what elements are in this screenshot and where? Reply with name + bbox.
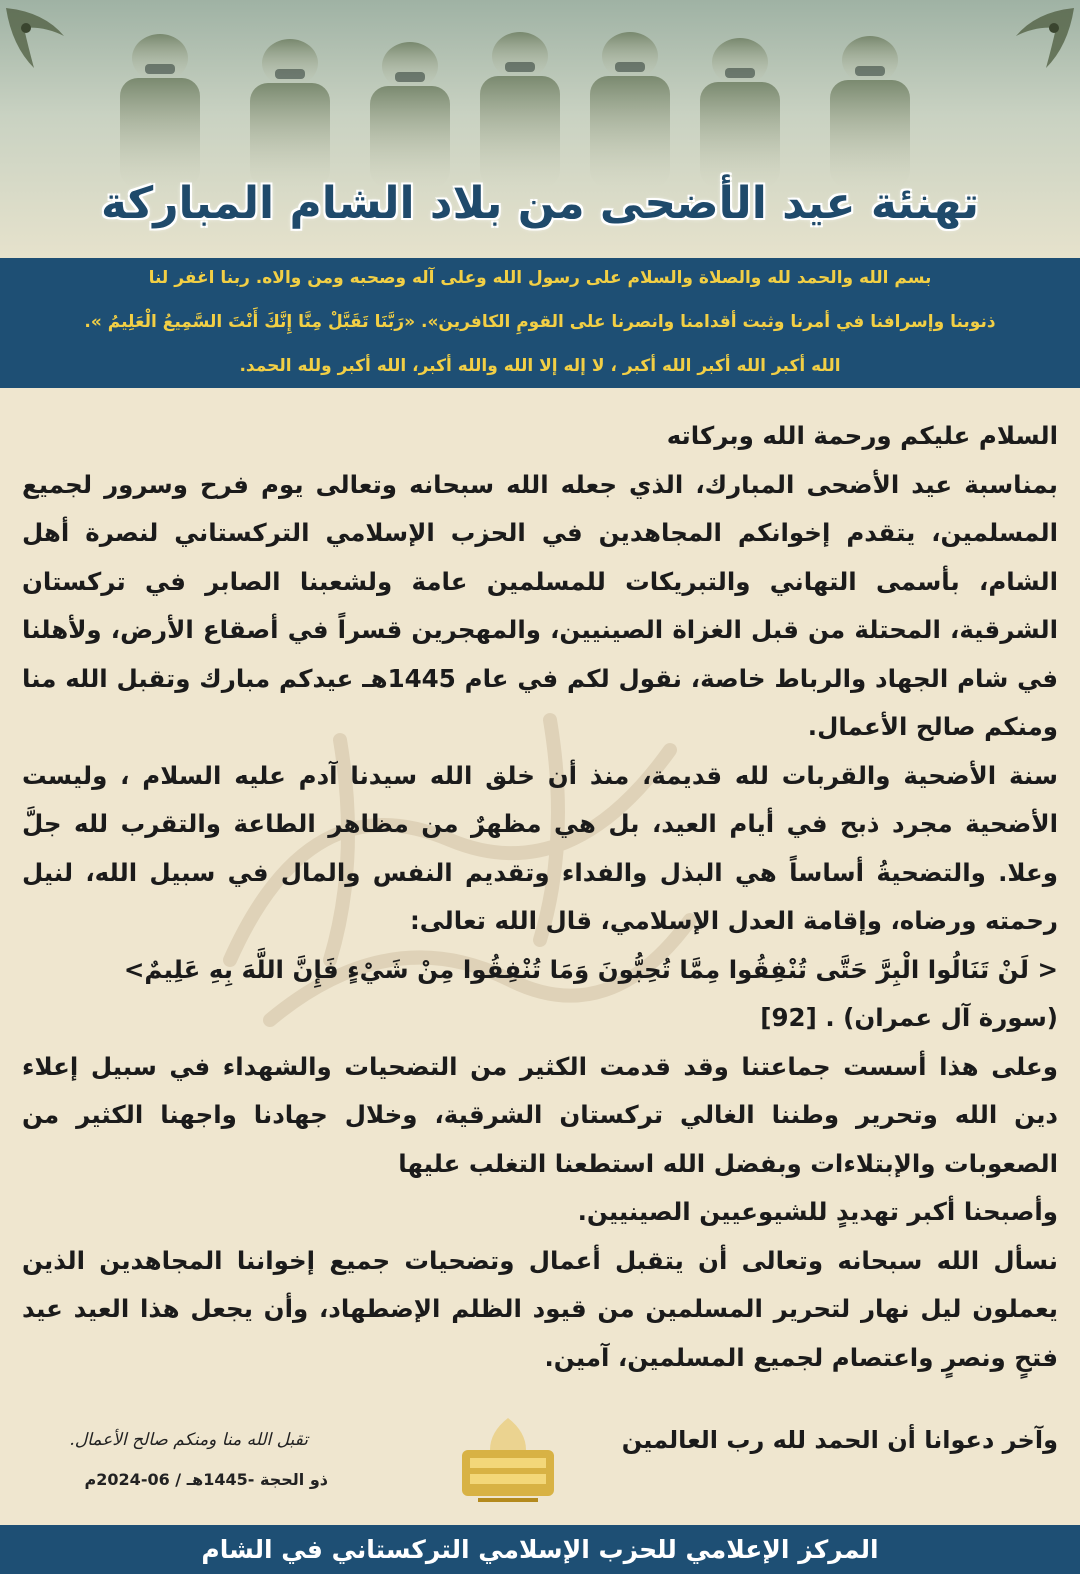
page-title: تهنئة عيد الأضحى من بلاد الشام المباركة xyxy=(100,178,980,229)
signature-date: ذو الحجة -1445هـ / 06-2024م xyxy=(84,1470,328,1489)
signature-line: تقبل الله منا ومنكم صالح الأعمال. xyxy=(69,1430,308,1450)
paragraph-3: وعلى هذا أسست جماعتنا وقد قدمت الكثير من التضحيات والشهداء في سبيل إعلاء دين الله وتحرير وطننا الغالي تركستان الشرقية، وخلال جهادنا واجهنا الكثير من الصعوبات والإبتلاءات وبفضل الله استطعنا التغلب عليها xyxy=(22,1051,1058,1178)
soldiers-image xyxy=(90,18,990,188)
paragraph-1: بمناسبة عيد الأضحى المبارك، الذي جعله الله سبحانه وتعالى يوم فرح وسرور لجميع المسلمين، يتقدم إخوانكم المجاهدين في الحزب الإسلامي التركستاني لنصرة أهل الشام، بأسمى التهاني والتبريكات للمسلمين عامة ولشعبنا الصابر في تركستان الشرقية، المحتلة من قبل الغزاة الصينيين، والمهجرين قسراً في أصقاع الأرض، ولأهلنا في شام الجهاد والرباط خاصة، نقول لكم في عام 1445هـ عيدكم مبارك وتقبل الله منا ومنكم صالح الأعمال. xyxy=(22,469,1059,741)
band-line-2: ذنوبنا وإسرافنا في أمرنا وثبت أقدامنا وانصرنا على القومِ الكافرين». «رَبَّنَا تَقَبَّلْ مِنَّا إِنَّكَ أَنْتَ السَّمِيعُ الْعَلِيمُ ». xyxy=(84,312,996,332)
message-body xyxy=(22,412,1058,1422)
paragraph-2: سنة الأضحية والقربات لله قديمة، منذ أن خلق الله سيدنا آدم عليه السلام ، وليست الأضحية مجرد ذبح في أيام العيد، بل هي مظهرٌ من مظاهر الطاعة والتقرب لله جلَّ وعلا. والتضحيةُ أساساً هي البذل والفداء وتقديم النفس والمال في سبيل الله، لنيل رحمته ورضاه، وإقامة العدل الإسلامي، قال الله تعالى: xyxy=(22,760,1058,935)
signature-block xyxy=(28,1430,308,1450)
band-line-1: بسم الله والحمد لله والصلاة والسلام على رسول الله وعلى آله وصحبه ومن والاه. ربنا اغفر لنا xyxy=(148,268,932,288)
ornament-icon xyxy=(1006,6,1076,76)
band-line-3: الله أكبر الله أكبر الله أكبر ، لا إله إلا الله والله أكبر، الله أكبر ولله الحمد. xyxy=(239,356,841,376)
header-banner xyxy=(0,0,1080,258)
quran-quote: < لَنْ تَنَالُوا الْبِرَّ حَتَّى تُنْفِقُوا مِمَّا تُحِبُّونَ وَمَا تُنْفِقُوا مِنْ شَيْءٍ فَإِنَّ اللَّهَ بِهِ عَلِيمٌ> xyxy=(123,954,1058,984)
paragraph-4: وأصبحنا أكبر تهديدٍ للشيوعيين الصينيين. xyxy=(577,1197,1058,1226)
quote-reference: (سورة آل عمران) . [92] xyxy=(760,1003,1058,1032)
ornament-icon xyxy=(4,6,74,76)
paragraph-5: نسأل الله سبحانه وتعالى أن يتقبل أعمال وتضحيات جميع إخواننا المجاهدين الذين يعملون ليل نهار لتحرير المسلمين من قيود الظلم الإضطهاد، وأن يجعل هذا العيد عيد فتحٍ ونصرٍ واعتصام لجميع المسلمين، آمين. xyxy=(22,1245,1058,1372)
opening-band xyxy=(0,258,1080,388)
closing-line: وآخر دعوانا أن الحمد لله رب العالمين xyxy=(621,1426,1058,1454)
media-center-logo xyxy=(448,1410,568,1510)
footer-bar: المركز الإعلامي للحزب الإسلامي التركستاني في الشام xyxy=(0,1525,1080,1574)
greeting: السلام عليكم ورحمة الله وبركاته xyxy=(666,421,1058,450)
